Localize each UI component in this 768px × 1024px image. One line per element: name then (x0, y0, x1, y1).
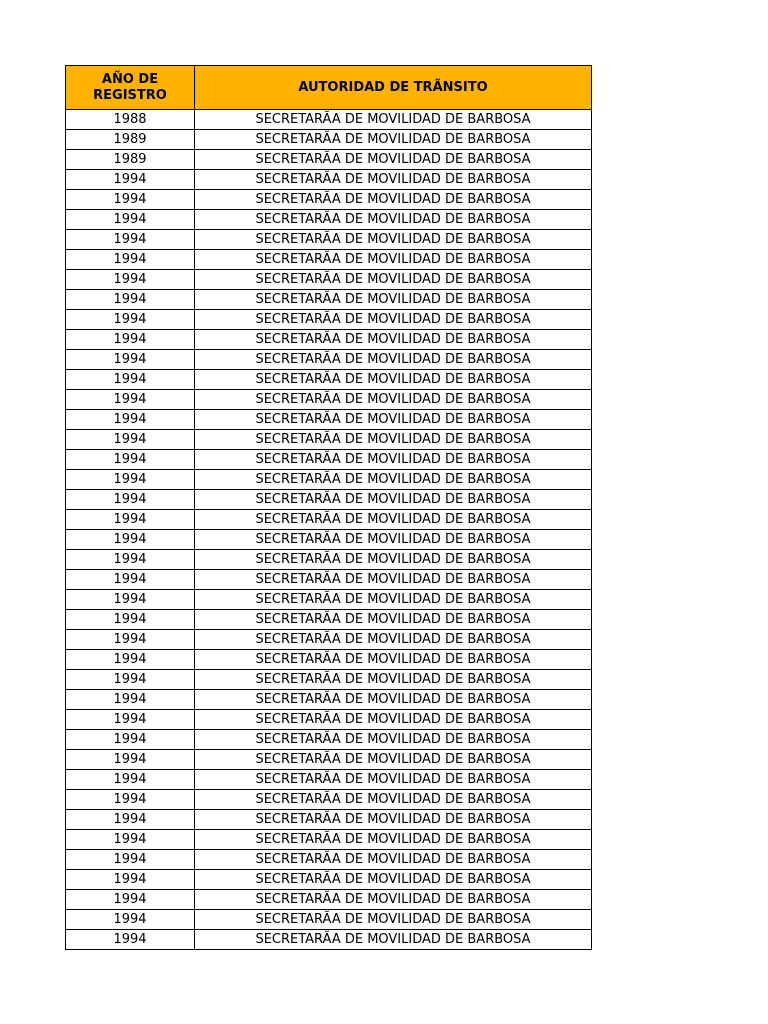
cell-year: 1994 (66, 370, 195, 390)
table-row (66, 650, 592, 670)
cell-year: 1994 (66, 690, 195, 710)
cell-year: 1994 (66, 810, 195, 830)
cell-authority: SECRETARÃA DE MOVILIDAD DE BARBOSA (195, 790, 592, 810)
table-row (66, 350, 592, 370)
table-row (66, 690, 592, 710)
cell-authority: SECRETARÃA DE MOVILIDAD DE BARBOSA (195, 670, 592, 690)
table-row (66, 670, 592, 690)
cell-authority: SECRETARÃA DE MOVILIDAD DE BARBOSA (195, 690, 592, 710)
cell-authority: SECRETARÃA DE MOVILIDAD DE BARBOSA (195, 850, 592, 870)
cell-year: 1994 (66, 770, 195, 790)
cell-authority: SECRETARÃA DE MOVILIDAD DE BARBOSA (195, 570, 592, 590)
table-row (66, 450, 592, 470)
cell-year: 1994 (66, 670, 195, 690)
cell-year: 1994 (66, 910, 195, 930)
table-row (66, 590, 592, 610)
table-row (66, 250, 592, 270)
cell-authority: SECRETARÃA DE MOVILIDAD DE BARBOSA (195, 250, 592, 270)
cell-authority: SECRETARÃA DE MOVILIDAD DE BARBOSA (195, 230, 592, 250)
cell-year: 1989 (66, 130, 195, 150)
table-header (66, 66, 592, 110)
table-row (66, 410, 592, 430)
cell-year: 1994 (66, 170, 195, 190)
cell-authority: SECRETARÃA DE MOVILIDAD DE BARBOSA (195, 110, 592, 130)
table-row (66, 730, 592, 750)
cell-authority: SECRETARÃA DE MOVILIDAD DE BARBOSA (195, 510, 592, 530)
table-row (66, 470, 592, 490)
cell-year: 1994 (66, 710, 195, 730)
table-row (66, 910, 592, 930)
cell-authority: SECRETARÃA DE MOVILIDAD DE BARBOSA (195, 910, 592, 930)
column-header-authority: AUTORIDAD DE TRÃNSITO (195, 66, 592, 110)
cell-year: 1994 (66, 210, 195, 230)
cell-authority: SECRETARÃA DE MOVILIDAD DE BARBOSA (195, 130, 592, 150)
cell-authority: SECRETARÃA DE MOVILIDAD DE BARBOSA (195, 870, 592, 890)
cell-year: 1994 (66, 890, 195, 910)
table-row (66, 770, 592, 790)
table-row (66, 930, 592, 950)
cell-authority: SECRETARÃA DE MOVILIDAD DE BARBOSA (195, 630, 592, 650)
cell-authority: SECRETARÃA DE MOVILIDAD DE BARBOSA (195, 350, 592, 370)
cell-authority: SECRETARÃA DE MOVILIDAD DE BARBOSA (195, 190, 592, 210)
cell-year: 1994 (66, 530, 195, 550)
table-row (66, 270, 592, 290)
table-row (66, 490, 592, 510)
cell-authority: SECRETARÃA DE MOVILIDAD DE BARBOSA (195, 610, 592, 630)
cell-year: 1994 (66, 250, 195, 270)
cell-year: 1994 (66, 510, 195, 530)
table-row (66, 150, 592, 170)
table-row (66, 370, 592, 390)
table-row (66, 850, 592, 870)
table-row (66, 630, 592, 650)
table-row (66, 110, 592, 130)
table-row (66, 750, 592, 770)
cell-authority: SECRETARÃA DE MOVILIDAD DE BARBOSA (195, 930, 592, 950)
cell-year: 1988 (66, 110, 195, 130)
cell-year: 1994 (66, 310, 195, 330)
cell-authority: SECRETARÃA DE MOVILIDAD DE BARBOSA (195, 170, 592, 190)
cell-authority: SECRETARÃA DE MOVILIDAD DE BARBOSA (195, 750, 592, 770)
cell-authority: SECRETARÃA DE MOVILIDAD DE BARBOSA (195, 550, 592, 570)
cell-authority: SECRETARÃA DE MOVILIDAD DE BARBOSA (195, 490, 592, 510)
table-row (66, 530, 592, 550)
cell-authority: SECRETARÃA DE MOVILIDAD DE BARBOSA (195, 830, 592, 850)
cell-authority: SECRETARÃA DE MOVILIDAD DE BARBOSA (195, 710, 592, 730)
cell-authority: SECRETARÃA DE MOVILIDAD DE BARBOSA (195, 150, 592, 170)
table-row (66, 130, 592, 150)
cell-year: 1994 (66, 930, 195, 950)
cell-authority: SECRETARÃA DE MOVILIDAD DE BARBOSA (195, 590, 592, 610)
cell-authority: SECRETARÃA DE MOVILIDAD DE BARBOSA (195, 330, 592, 350)
cell-authority: SECRETARÃA DE MOVILIDAD DE BARBOSA (195, 810, 592, 830)
cell-year: 1994 (66, 730, 195, 750)
header-row (66, 66, 592, 110)
cell-authority: SECRETARÃA DE MOVILIDAD DE BARBOSA (195, 390, 592, 410)
cell-year: 1994 (66, 290, 195, 310)
cell-year: 1994 (66, 190, 195, 210)
cell-year: 1994 (66, 790, 195, 810)
cell-year: 1994 (66, 590, 195, 610)
cell-authority: SECRETARÃA DE MOVILIDAD DE BARBOSA (195, 730, 592, 750)
table-body (66, 110, 592, 950)
cell-authority: SECRETARÃA DE MOVILIDAD DE BARBOSA (195, 270, 592, 290)
cell-year: 1994 (66, 390, 195, 410)
registry-table (65, 65, 592, 950)
table-row (66, 510, 592, 530)
cell-authority: SECRETARÃA DE MOVILIDAD DE BARBOSA (195, 290, 592, 310)
cell-year: 1994 (66, 650, 195, 670)
cell-year: 1994 (66, 270, 195, 290)
table-row (66, 710, 592, 730)
table-row (66, 890, 592, 910)
table-row (66, 790, 592, 810)
cell-year: 1989 (66, 150, 195, 170)
cell-authority: SECRETARÃA DE MOVILIDAD DE BARBOSA (195, 470, 592, 490)
table-row (66, 230, 592, 250)
cell-year: 1994 (66, 850, 195, 870)
cell-year: 1994 (66, 470, 195, 490)
table-row (66, 550, 592, 570)
cell-authority: SECRETARÃA DE MOVILIDAD DE BARBOSA (195, 770, 592, 790)
cell-year: 1994 (66, 350, 195, 370)
cell-authority: SECRETARÃA DE MOVILIDAD DE BARBOSA (195, 430, 592, 450)
cell-authority: SECRETARÃA DE MOVILIDAD DE BARBOSA (195, 650, 592, 670)
cell-authority: SECRETARÃA DE MOVILIDAD DE BARBOSA (195, 370, 592, 390)
cell-year: 1994 (66, 570, 195, 590)
cell-authority: SECRETARÃA DE MOVILIDAD DE BARBOSA (195, 210, 592, 230)
cell-year: 1994 (66, 830, 195, 850)
cell-authority: SECRETARÃA DE MOVILIDAD DE BARBOSA (195, 890, 592, 910)
cell-year: 1994 (66, 330, 195, 350)
column-header-year: AÑO DE REGISTRO (66, 66, 195, 110)
table-row (66, 290, 592, 310)
cell-authority: SECRETARÃA DE MOVILIDAD DE BARBOSA (195, 530, 592, 550)
cell-year: 1994 (66, 410, 195, 430)
cell-year: 1994 (66, 750, 195, 770)
table-row (66, 170, 592, 190)
cell-year: 1994 (66, 490, 195, 510)
cell-authority: SECRETARÃA DE MOVILIDAD DE BARBOSA (195, 410, 592, 430)
table-row (66, 810, 592, 830)
cell-year: 1994 (66, 550, 195, 570)
table-row (66, 830, 592, 850)
table-row (66, 190, 592, 210)
cell-year: 1994 (66, 430, 195, 450)
cell-year: 1994 (66, 870, 195, 890)
table-row (66, 390, 592, 410)
table-row (66, 310, 592, 330)
cell-authority: SECRETARÃA DE MOVILIDAD DE BARBOSA (195, 310, 592, 330)
table-row (66, 610, 592, 630)
table-row (66, 870, 592, 890)
table-row (66, 330, 592, 350)
cell-authority: SECRETARÃA DE MOVILIDAD DE BARBOSA (195, 450, 592, 470)
table-row (66, 570, 592, 590)
table-row (66, 210, 592, 230)
cell-year: 1994 (66, 610, 195, 630)
cell-year: 1994 (66, 630, 195, 650)
cell-year: 1994 (66, 450, 195, 470)
table-row (66, 430, 592, 450)
cell-year: 1994 (66, 230, 195, 250)
